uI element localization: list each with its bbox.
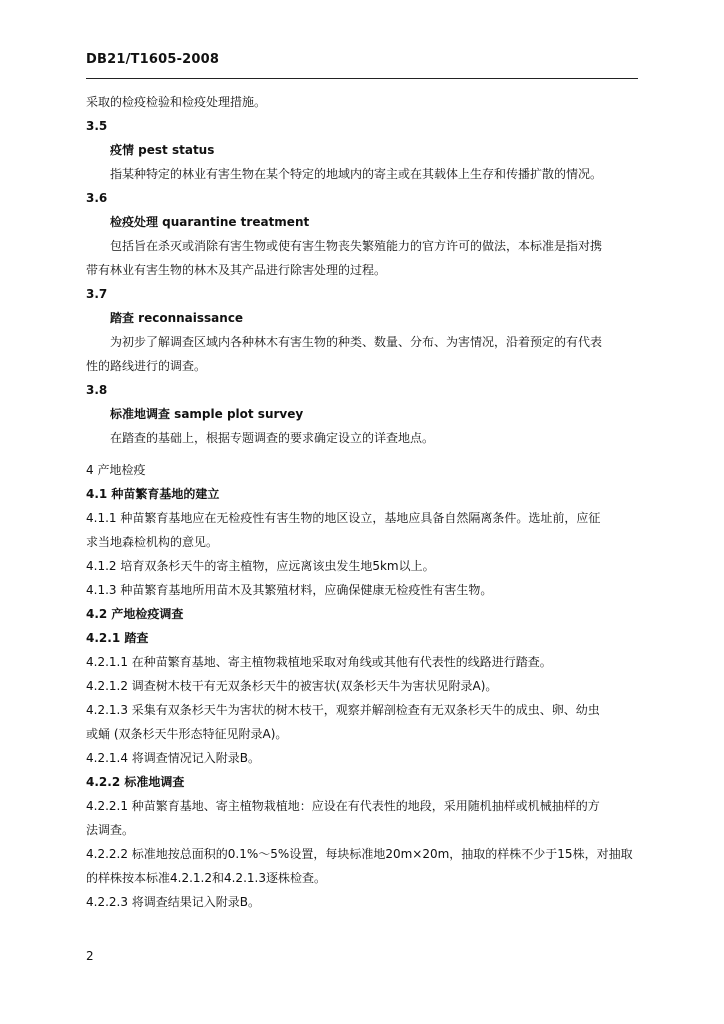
term-title: 标准地调查 sample plot survey xyxy=(110,407,304,421)
text-line: 的样株按本标准4.2.1.2和4.2.1.3逐株检查。 xyxy=(86,871,326,885)
subsection-heading: 4.2.2 标准地调查 xyxy=(86,775,185,789)
term-title: 疫情 pest status xyxy=(110,143,215,157)
term-definition: 为初步了解调查区域内各种林木有害生物的种类、数量、分布、为害情况，沿着预定的有代表 xyxy=(110,335,603,349)
clause-text: 4.2.1.4 将调查情况记入附录B。 xyxy=(86,751,261,765)
clause-text: 4.2.1.3 采集有双条杉天牛为害状的树木枝干，观察并解剖检查有无双条杉天牛的成虫、卵、幼虫 xyxy=(86,703,600,717)
standard-code: DB21/T1605-2008 xyxy=(86,52,220,67)
term-definition: 包括旨在杀灭或消除有害生物或使有害生物丧失繁殖能力的官方许可的做法，本标准是指对携 xyxy=(110,239,603,253)
section-heading: 4.2 产地检疫调查 xyxy=(86,607,184,621)
text-line: 或蛹 (双条杉天牛形态特征见附录A)。 xyxy=(86,727,288,741)
term-definition: 指某种特定的林业有害生物在某个特定的地域内的寄主或在其载体上生存和传播扩散的情况。 xyxy=(110,167,603,181)
chapter-heading: 4 产地检疫 xyxy=(86,463,146,477)
clause-text: 4.1.1 种苗繁育基地应在无检疫性有害生物的地区设立，基地应具备自然隔离条件。选址前，应征 xyxy=(86,511,601,525)
subsection-heading: 4.2.1 踏查 xyxy=(86,631,149,645)
clause-text: 4.1.3 种苗繁育基地所用苗木及其繁殖材料，应确保健康无检疫性有害生物。 xyxy=(86,583,493,597)
text-line: 带有林业有害生物的林木及其产品进行除害处理的过程。 xyxy=(86,263,387,277)
spacer xyxy=(86,450,638,458)
text-line: 求当地森检机构的意见。 xyxy=(86,535,219,549)
section-number: 3.8 xyxy=(86,383,108,397)
term-definition: 在踏查的基础上，根据专题调查的要求确定设立的详查地点。 xyxy=(110,431,435,445)
text-line: 采取的检疫检验和检疫处理措施。 xyxy=(86,95,267,109)
section-heading: 4.1 种苗繁育基地的建立 xyxy=(86,487,220,501)
clause-text: 4.2.2.3 将调查结果记入附录B。 xyxy=(86,895,261,909)
section-number: 3.7 xyxy=(86,287,108,301)
header-rule xyxy=(86,78,638,79)
term-title: 检疫处理 quarantine treatment xyxy=(110,215,310,229)
clause-text: 4.1.2 培育双条杉天牛的寄主植物，应远离该虫发生地5km以上。 xyxy=(86,559,435,573)
term-title: 踏查 reconnaissance xyxy=(110,311,244,325)
section-number: 3.6 xyxy=(86,191,108,205)
section-number: 3.5 xyxy=(86,119,108,133)
clause-text: 4.2.2.2 标准地按总面积的0.1%～5%设置，每块标准地20m×20m，抽取的样株不少于15株，对抽取 xyxy=(86,847,633,861)
page-number: 2 xyxy=(86,949,94,963)
clause-text: 4.2.1.2 调查树木枝干有无双条杉天牛的被害状(双条杉天牛为害状见附录A)。 xyxy=(86,679,498,693)
text-line: 性的路线进行的调查。 xyxy=(86,359,207,373)
clause-text: 4.2.1.1 在种苗繁育基地、寄主植物栽植地采取对角线或其他有代表性的线路进行踏查。 xyxy=(86,655,552,669)
clause-text: 4.2.2.1 种苗繁育基地、寄主植物栽植地：应设在有代表性的地段，采用随机抽样或机械抽样的方 xyxy=(86,799,600,813)
text-line: 法调查。 xyxy=(86,823,135,837)
page-body xyxy=(86,90,638,914)
